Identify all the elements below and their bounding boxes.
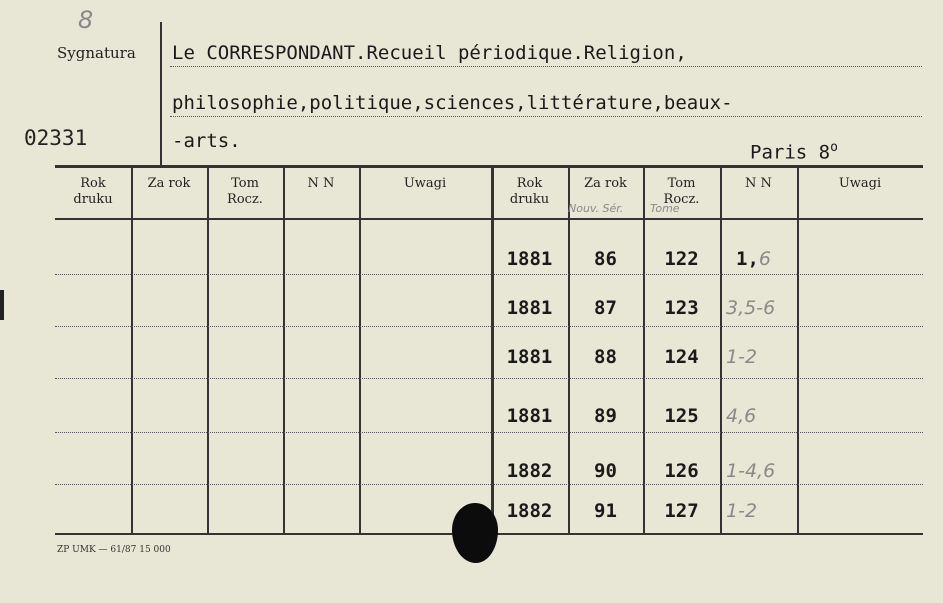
title-line-3: -arts. bbox=[172, 130, 241, 152]
pencil-note-tom: Tome bbox=[650, 202, 680, 215]
nn-pencil: 4,6 bbox=[726, 405, 757, 427]
cell-zarok: 88 bbox=[594, 346, 617, 368]
title-rule-2 bbox=[170, 116, 922, 117]
nn-pencil: 1-2 bbox=[726, 346, 758, 368]
column-rule bbox=[720, 168, 722, 534]
cell-tom: 122 bbox=[664, 248, 699, 270]
table-header-rule bbox=[55, 218, 923, 220]
cell-zarok: 86 bbox=[594, 248, 617, 270]
row-rule bbox=[55, 274, 923, 275]
place-text: Paris 8 bbox=[750, 141, 831, 164]
cell-nn bbox=[726, 500, 795, 522]
header-right-tom: Tom Rocz. bbox=[663, 176, 700, 207]
nn-pencil: 3,5-6 bbox=[726, 297, 776, 319]
cell-tom: 127 bbox=[664, 500, 699, 522]
cell-year: 1882 bbox=[506, 500, 553, 522]
cell-nn bbox=[726, 460, 795, 482]
cell-year: 1882 bbox=[506, 460, 553, 482]
place-superscript: o bbox=[830, 140, 838, 155]
card-footer: ZP UMK — 61/87 15 000 bbox=[57, 545, 171, 555]
cell-year: 1881 bbox=[506, 346, 553, 368]
column-rule bbox=[797, 168, 799, 534]
row-rule bbox=[55, 378, 923, 379]
cell-tom: 126 bbox=[664, 460, 699, 482]
cell-tom: 125 bbox=[664, 405, 699, 427]
column-rule bbox=[207, 168, 209, 534]
header-divider bbox=[160, 22, 162, 167]
cell-nn bbox=[726, 248, 795, 270]
cell-tom: 123 bbox=[664, 297, 699, 319]
pencil-note-zarok: Nouv. Sér. bbox=[568, 202, 624, 215]
cell-zarok: 87 bbox=[594, 297, 617, 319]
ink-blot bbox=[452, 503, 498, 563]
cell-zarok: 89 bbox=[594, 405, 617, 427]
header-left-uwagi: Uwagi bbox=[403, 176, 447, 191]
title-line-2: philosophie,politique,sciences,littérature,beaux- bbox=[172, 92, 733, 114]
column-rule bbox=[131, 168, 133, 534]
table-top-rule bbox=[55, 165, 923, 168]
pencil-number: 8 bbox=[78, 6, 94, 34]
row-rule bbox=[55, 326, 923, 327]
shelf-mark: 02331 bbox=[24, 126, 88, 150]
cell-year: 1881 bbox=[506, 405, 553, 427]
header-left-zarok: Za rok bbox=[147, 176, 191, 191]
cell-zarok: 91 bbox=[594, 500, 617, 522]
header-left-tom: Tom Rocz. bbox=[227, 176, 263, 207]
header-right-nn: N N bbox=[745, 176, 772, 191]
header-right-zarok: Za rok bbox=[584, 176, 627, 191]
header-right-rok: Rok druku bbox=[509, 176, 550, 207]
cell-tom: 124 bbox=[664, 346, 699, 368]
header-right-uwagi: Uwagi bbox=[838, 176, 882, 191]
column-rule bbox=[283, 168, 285, 534]
cell-nn bbox=[726, 297, 795, 319]
nn-pencil: 1-4,6 bbox=[726, 460, 776, 482]
signature-label: Sygnatura bbox=[57, 44, 136, 62]
cell-year: 1881 bbox=[506, 297, 553, 319]
cell-zarok: 90 bbox=[594, 460, 617, 482]
nn-pencil: 6 bbox=[758, 248, 771, 270]
row-rule bbox=[55, 484, 923, 485]
row-rule bbox=[55, 432, 923, 433]
column-rule bbox=[359, 168, 361, 534]
place-of-publication bbox=[750, 140, 838, 163]
title-rule-1 bbox=[170, 66, 922, 67]
nn-typed: 1, bbox=[736, 248, 759, 270]
header-left-nn: N N bbox=[307, 176, 335, 191]
cell-year: 1881 bbox=[506, 248, 553, 270]
nn-pencil: 1-2 bbox=[726, 500, 758, 522]
title-line-1: Le CORRESPONDANT.Recueil périodique.Religion, bbox=[172, 42, 687, 64]
cell-nn bbox=[726, 346, 795, 368]
card-edge-notch bbox=[0, 290, 4, 320]
cell-nn bbox=[726, 405, 795, 427]
header-left-rok: Rok druku bbox=[73, 176, 113, 207]
